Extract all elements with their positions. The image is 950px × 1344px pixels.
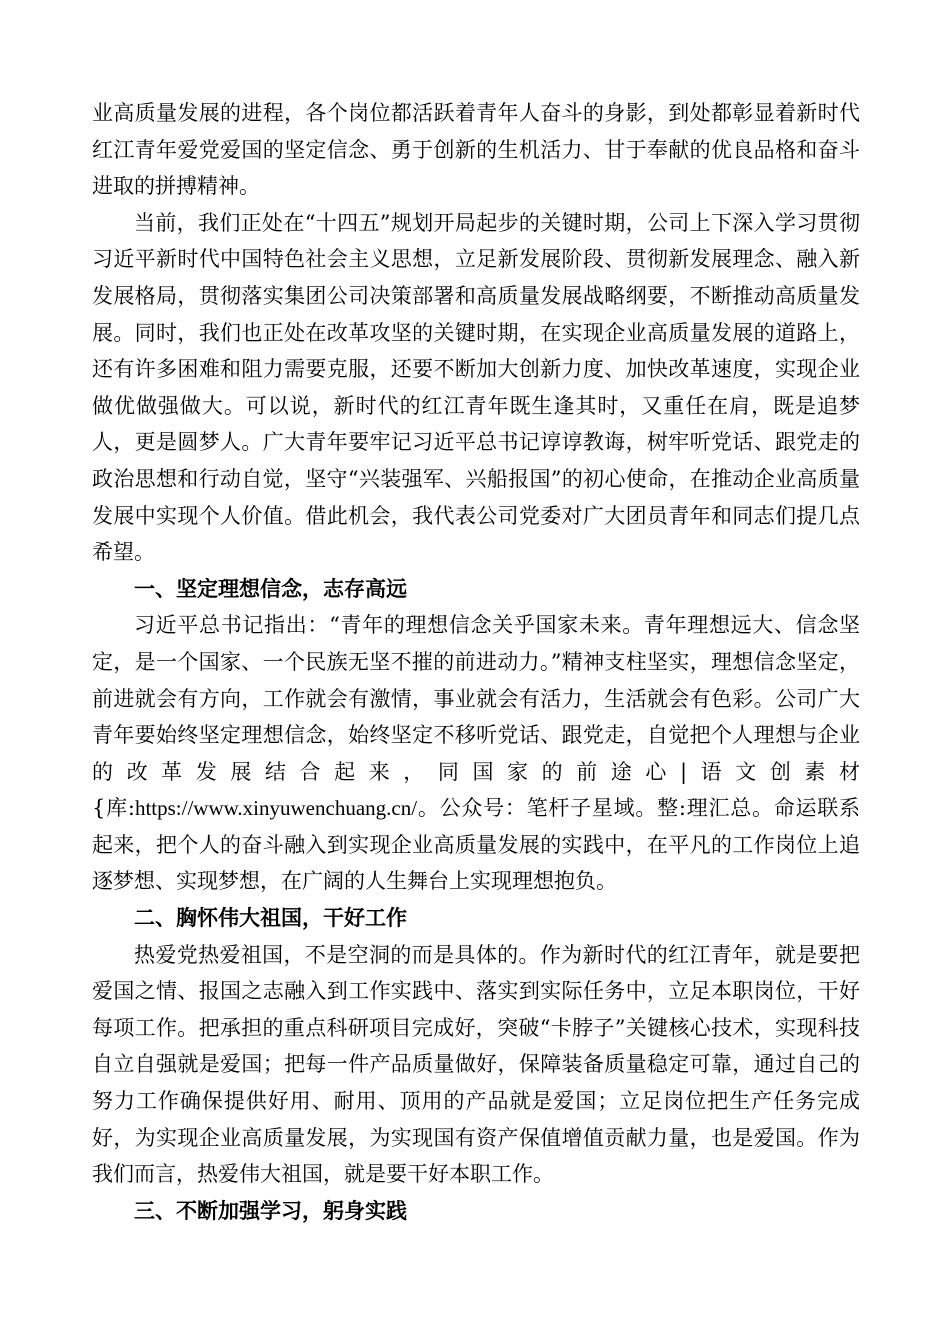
- paragraph-patriotism: 热爱党热爱祖国，不是空洞的而是具体的。作为新时代的红江青年，就是要把爱国之情、报国之志融入到工作实践中、落实到实际任务中，立足本职岗位，干好每项工作。把承担的重点科研项目完成好，突破“卡脖子”关键核心技术，实现科技自立自强就是爱国；把每一件产品质量做好，保障装备质量稳定可靠，通过自己的努力工作确保提供好用、耐用、顶用的产品就是爱国；立足岗位把生产任务完成好，为实现企业高质量发展，为实现国有资产保值增值贡献力量，也是爱国。作为我们而言，热爱伟大祖国，就是要干好本职工作。: [92, 942, 860, 1187]
- paragraph-ideals-part-1: 习近平总书记指出：“青年的理想信念关乎国家未来。青年理想远大、信念坚定，是一个国家、一个民族无坚不摧的前进动力。”精神支柱坚实，理想信念坚定，前进就会有方向，工作就会有激情，事业就会有活力，生活就会有色彩。公司广大青年要始终坚定理想信念，始终坚定不移听党话、跟党走，自觉把个人理想与企业的改革发展结合起来，同国家的前途心|语文创素材{库:: [92, 613, 860, 821]
- paragraph-current-situation: 当前，我们正处在“十四五”规划开局起步的关键时期，公司上下深入学习贯彻习近平新时代中国特色社会主义思想，立足新发展阶段、贯彻新发展理念、融入新发展格局，贯彻落实集团公司决策部署和高质量发展战略纲要，不断推动高质量发展。同时，我们也正处在改革攻坚的关键时期，在实现企业高质量发展的道路上，还有许多困难和阻力需要克服，还要不断加大创新力度、加快改革速度，实现企业做优做强做大。可以说，新时代的红江青年既生逢其时，又重任在肩，既是追梦人，更是圆梦人。广大青年要牢记习近平总书记谆谆教诲，树牢听党话、跟党走的政治思想和行动自觉，坚守“兴装强军、兴船报国”的初心使命，在推动企业高质量发展中实现个人价值。借此机会，我代表公司党委对广大团员青年和同志们提几点希望。: [92, 210, 860, 565]
- section-heading-1: 一、坚定理想信念，志存高远: [134, 576, 407, 601]
- section-heading-3: 三、不断加强学习，躬身实践: [134, 1198, 407, 1223]
- paragraph-ideals-part-2: 。公众号：笔杆子星域。整:理汇总。命运联系起来，把个人的奋斗融入到实现企业高质量发展的实践中，在平凡的工作岗位上追逐梦想、实现梦想，在广阔的人生舞台上实现理想抱负。: [92, 796, 860, 894]
- paragraph-continuation: 业高质量发展的进程，各个岗位都活跃着青年人奋斗的身影，到处都彰显着新时代红江青年爱党爱国的坚定信念、勇于创新的生机活力、甘于奉献的优良品格和奋斗进取的拼搏精神。: [92, 101, 860, 199]
- document-page: [92, 95, 860, 1229]
- source-url-text: https://www.xinyuwenchuang.cn/: [134, 796, 418, 821]
- section-heading-2: 二、胸怀伟大祖国，干好工作: [134, 906, 407, 931]
- paragraph-ideals: [92, 607, 860, 900]
